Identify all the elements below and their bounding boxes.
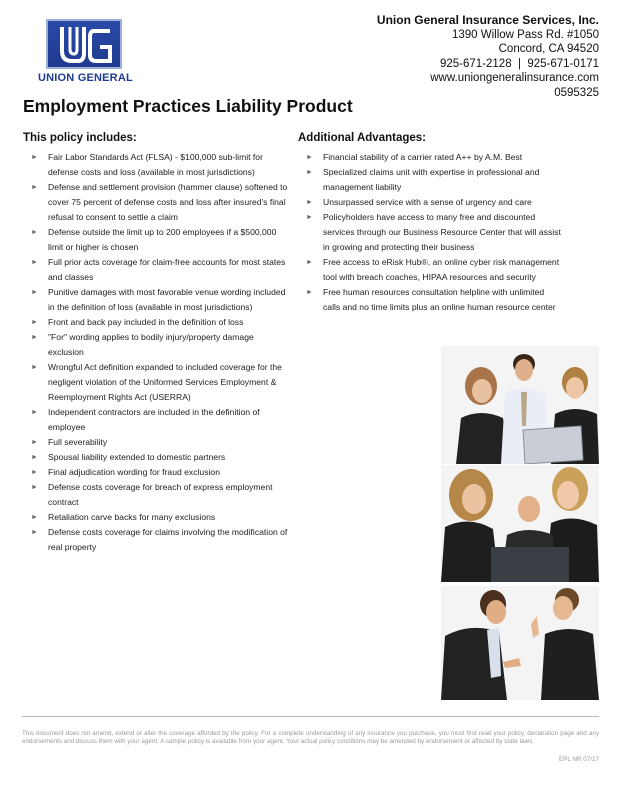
list-item <box>26 330 288 360</box>
list-item-text: Fair Labor Standards Act (FLSA) - $100,000 sub-limit for defense costs and loss (available in most jurisdictions) <box>48 152 263 177</box>
company-phones: 925-671-2128 | 925-671-0171 <box>439 57 599 70</box>
list-item <box>26 150 288 180</box>
list-item-text: Unsurpassed service with a sense of urgency and care <box>323 197 532 207</box>
list-item-text: Wrongful Act definition expanded to included coverage for the negligent violation of the Uniformed Services Employment & Reemployment Rights Act (USERRA) <box>48 362 282 402</box>
bullet-arrow-icon: ► <box>31 409 38 416</box>
bullet-arrow-icon: ► <box>31 454 38 461</box>
policy-includes-list <box>26 150 288 555</box>
list-item-text: Spousal liability extended to domestic partners <box>48 452 226 462</box>
list-item-text: Financial stability of a carrier rated A++ by A.M. Best <box>323 152 523 162</box>
bullet-arrow-icon: ► <box>31 289 38 296</box>
bullet-arrow-icon: ► <box>31 484 38 491</box>
bullet-arrow-icon: ► <box>31 229 38 236</box>
bullet-arrow-icon: ► <box>31 154 38 161</box>
list-item-text: Defense and settlement provision (hammer clause) softened to cover 75 percent of defense costs and loss after insured's final refusal to consent to settle a claim <box>48 182 288 222</box>
list-item <box>26 315 288 330</box>
left-column-heading: This policy includes: <box>23 132 137 144</box>
list-item <box>26 525 288 555</box>
company-website[interactable]: www.uniongeneralinsurance.com <box>430 72 599 84</box>
list-item-text: Specialized claims unit with expertise in professional and management liability <box>323 167 540 192</box>
bullet-arrow-icon: ► <box>306 154 313 161</box>
form-code: EPL NR 07/17 <box>558 756 599 763</box>
bullet-arrow-icon: ► <box>31 469 38 476</box>
bullet-arrow-icon: ► <box>31 439 38 446</box>
list-item-text: Free access to eRisk Hub®, an online cyber risk management tool with breach coaches, HIPAA resources and security <box>323 257 560 282</box>
footer-disclaimer: This document does not amend, extend or alter the coverage afforded by the policy. For a complete understanding of any insurance you purchase, you must first read your policy, declaration page and any endorsements and discuss them with your agent. A sample policy is available from your agent. Your actual policy conditions may be amended by endorsement or affected by state laws. <box>22 730 599 746</box>
union-general-logo <box>38 19 133 84</box>
ug-logo-mark <box>46 19 122 69</box>
list-item-text: Policyholders have access to many free and discounted services through our Business Resource Center that will assist in growing and protecting their business <box>323 212 561 252</box>
bullet-arrow-icon: ► <box>31 184 38 191</box>
list-item <box>26 435 288 450</box>
bullet-arrow-icon: ► <box>31 364 38 371</box>
page-title: Employment Practices Liability Product <box>23 96 353 116</box>
list-item-text: Retaliation carve backs for many exclusions <box>48 512 216 522</box>
list-item-text: "For" wording applies to bodily injury/property damage exclusion <box>48 332 254 357</box>
logo-wordmark: UNION GENERAL <box>38 72 133 84</box>
list-item <box>301 195 561 210</box>
list-item-text: Free human resources consultation helpline with unlimited calls and no time limits plus an online human resource center <box>323 287 556 312</box>
list-item-text: Defense costs coverage for breach of express employment contract <box>48 482 273 507</box>
list-item-text: Full prior acts coverage for claim-free accounts for most states and classes <box>48 257 286 282</box>
list-item <box>26 510 288 525</box>
list-item-text: Final adjudication wording for fraud exclusion <box>48 467 220 477</box>
list-item <box>301 210 561 255</box>
bullet-arrow-icon: ► <box>306 199 313 206</box>
list-item <box>26 360 288 405</box>
bullet-arrow-icon: ► <box>306 259 313 266</box>
bullet-arrow-icon: ► <box>306 289 313 296</box>
businessmen-arguing-photo <box>441 586 599 700</box>
list-item <box>26 285 288 315</box>
company-license: 0595325 <box>554 86 599 99</box>
right-column-heading: Additional Advantages: <box>298 132 426 144</box>
company-info <box>377 13 599 100</box>
list-item <box>26 180 288 225</box>
company-address-line1: 1390 Willow Pass Rd. #1050 <box>451 28 599 41</box>
list-item-text: Defense costs coverage for claims involving the modification of real property <box>48 527 288 552</box>
footer-divider <box>22 716 599 717</box>
team-at-laptop-photo <box>441 346 599 464</box>
bullet-arrow-icon: ► <box>31 334 38 341</box>
bullet-arrow-icon: ► <box>31 259 38 266</box>
list-item-text: Defense outside the limit up to 200 employees if a $500,000 limit or higher is chosen <box>48 227 277 252</box>
list-item <box>26 450 288 465</box>
list-item <box>301 165 561 195</box>
colleagues-reacting-photo <box>441 465 599 582</box>
list-item-text: Independent contractors are included in the definition of employee <box>48 407 260 432</box>
list-item <box>301 285 561 315</box>
company-address-line2: Concord, CA 94520 <box>498 43 599 55</box>
list-item-text: Front and back pay included in the definition of loss <box>48 317 244 327</box>
bullet-arrow-icon: ► <box>31 529 38 536</box>
company-name: Union General Insurance Services, Inc. <box>376 13 599 27</box>
list-item-text: Full severability <box>48 437 108 447</box>
bullet-arrow-icon: ► <box>306 214 313 221</box>
bullet-arrow-icon: ► <box>31 319 38 326</box>
list-item <box>26 480 288 510</box>
list-item <box>26 255 288 285</box>
list-item <box>301 150 561 165</box>
additional-advantages-list <box>301 150 561 315</box>
list-item <box>301 255 561 285</box>
list-item <box>26 405 288 435</box>
bullet-arrow-icon: ► <box>31 514 38 521</box>
bullet-arrow-icon: ► <box>306 169 313 176</box>
list-item <box>26 225 288 255</box>
list-item <box>26 465 288 480</box>
list-item-text: Punitive damages with most favorable venue wording included in the definition of loss (available in most jurisdictions) <box>48 287 286 312</box>
